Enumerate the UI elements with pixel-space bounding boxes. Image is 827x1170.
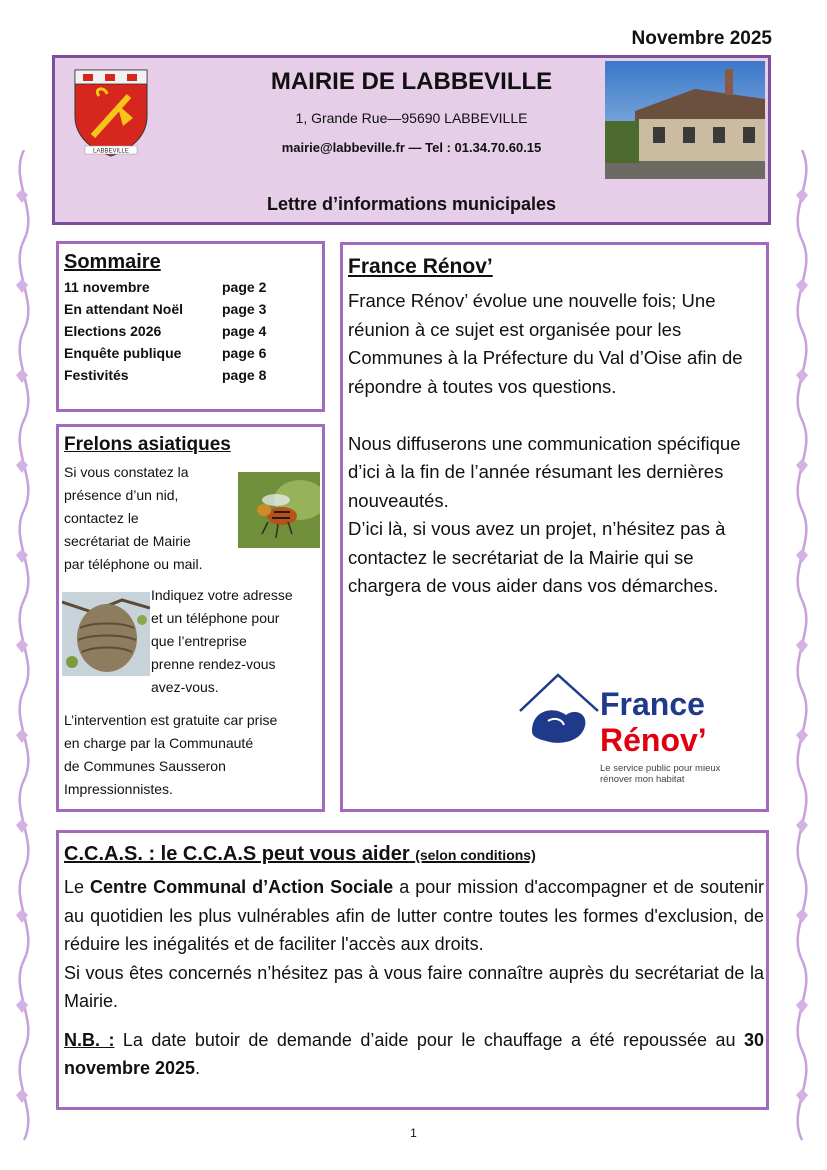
france-renov-paragraph-2: Nous diffuserons une communication spécifique d’ici à la fin de l’année résumant les dernières nouveautés.: [348, 432, 741, 511]
hornet-photo: [238, 472, 320, 548]
ccas-text: [64, 873, 764, 1083]
toc-label: Enquête publique: [64, 345, 182, 361]
ccas-title-conditions: (selon conditions): [415, 847, 536, 863]
toc-label: En attendant Noël: [64, 301, 184, 317]
mairie-address: 1, Grande Rue—95690 LABBEVILLE: [295, 110, 528, 126]
ccas-paragraph-1: Le Centre Communal d’Action Sociale a pour mission d'accompagner et de soutenir au quotidien les plus vulnérables afin de lutter contre toutes les formes d'exclusion, de réduire les inégalités et de faciliter l'accès aux droits.: [64, 877, 764, 954]
page-number: 1: [410, 1126, 417, 1140]
france-renov-title: France Rénov’: [348, 255, 493, 278]
france-renov-box: [340, 242, 769, 812]
toc-item[interactable]: [64, 345, 267, 361]
frelons-title: Frelons asiatiques: [64, 434, 231, 455]
toc-page: page 6: [222, 345, 267, 361]
logo-renov-text: Rénov’: [600, 722, 707, 758]
france-renov-text: [348, 287, 768, 601]
toc-item[interactable]: [64, 323, 267, 339]
ccas-title: C.C.A.S. : le C.C.A.S peut vous aider (selon conditions): [64, 843, 536, 865]
toc-label: Elections 2026: [64, 323, 162, 339]
frelons-paragraph-1: Si vous constatez la présence d’un nid, contactez le secrétariat de Mairie par téléphone ou mail.: [64, 464, 203, 572]
header-banner: [52, 55, 771, 225]
toc-page: page 2: [222, 279, 267, 295]
toc-item[interactable]: [64, 367, 267, 383]
left-ornament: [4, 150, 44, 1150]
logo-france-text: France: [600, 686, 705, 722]
toc-label: 11 novembre: [64, 279, 150, 295]
frelons-paragraph-2: Indiquez votre adresse et un téléphone pour que l’entreprise prenne rendez-vous avez-vous.: [151, 587, 293, 695]
mairie-title: MAIRIE DE LABBEVILLE: [270, 68, 553, 95]
sommaire-title: Sommaire: [64, 251, 161, 273]
france-renov-paragraph-1: France Rénov’ évolue une nouvelle fois; Une réunion à ce sujet est organisée pour les Communes à la Préfecture du Val d’Oise afin de répondre à toutes vos questions.: [348, 290, 743, 397]
logo-tagline-2: rénover mon habitat: [600, 774, 685, 785]
frelons-box: [56, 424, 325, 812]
mairie-contact: mairie@labbeville.fr — Tel : 01.34.70.60.15: [281, 140, 542, 155]
toc-item[interactable]: [64, 279, 267, 295]
ccas-note: N.B. : La date butoir de demande d’aide pour le chauffage a été repoussée au 30 novembre 2025.: [64, 1029, 764, 1078]
logo-tagline-1: Le service public pour mieux: [600, 763, 721, 774]
france-renov-logo: [518, 671, 748, 791]
hornet-nest-photo: [62, 592, 150, 676]
frelons-paragraph-3: L’intervention est gratuite car prise en charge par la Communauté de Communes Sausseron Impressionnistes.: [64, 712, 278, 797]
toc-label: Festivités: [64, 367, 129, 383]
town-hall-photo: [605, 61, 765, 179]
toc-item[interactable]: [64, 301, 267, 317]
sommaire-box: [56, 241, 325, 412]
right-ornament: [782, 150, 822, 1150]
toc-page: page 4: [222, 323, 267, 339]
ccas-box: [56, 830, 769, 1110]
toc-page: page 8: [222, 367, 267, 383]
france-renov-paragraph-3: D’ici là, si vous avez un projet, n’hésitez pas à contactez le secrétariat de la Mairie qui se chargera de vous aider dans vos démarches.: [348, 518, 726, 596]
toc-page: page 3: [222, 301, 267, 317]
ccas-paragraph-2: Si vous êtes concernés n’hésitez pas à vous faire connaître auprès du secrétariat de la Mairie.: [64, 962, 764, 1011]
crest-label: LABBEVILLE: [93, 148, 129, 155]
issue-date: Novembre 2025: [631, 28, 772, 49]
newsletter-subtitle: Lettre d’informations municipales: [266, 194, 557, 214]
